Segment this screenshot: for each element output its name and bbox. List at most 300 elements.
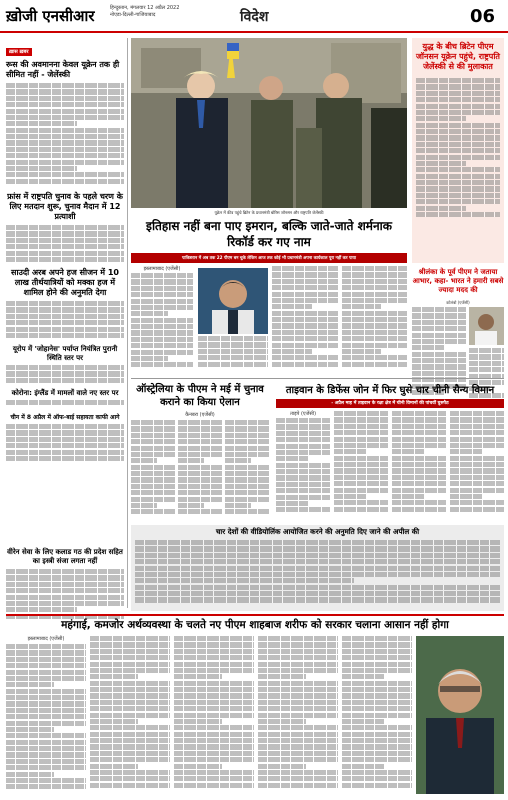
text-line (90, 642, 170, 647)
text-line (392, 481, 446, 486)
text-line (258, 700, 338, 705)
johnson-body (416, 78, 500, 223)
text-line (342, 317, 407, 322)
column-divider (127, 38, 128, 608)
text-line (450, 475, 504, 480)
edition-city: नोएडा-दिल्ली-गाजियाबाद (110, 12, 156, 18)
text-line (6, 89, 124, 94)
text-line (135, 566, 500, 571)
text-line (342, 776, 412, 781)
johnson-story (412, 38, 504, 263)
text-line (178, 484, 222, 489)
text-line (225, 490, 269, 495)
text-line (342, 662, 412, 667)
text-line (174, 662, 254, 667)
australia-byline: कैनबरा (एजेंसी) (185, 412, 215, 418)
text-line (342, 674, 384, 679)
text-line (342, 343, 407, 348)
text-line (90, 681, 170, 686)
text-line (334, 500, 388, 505)
text-line (6, 778, 86, 783)
text-line (342, 349, 381, 354)
text-line (6, 650, 86, 655)
street-scene-image (131, 38, 407, 208)
taiwan-body (276, 411, 504, 520)
text-line (90, 687, 170, 692)
text-line (6, 759, 86, 764)
edition-info (110, 5, 179, 19)
text-line (450, 437, 504, 442)
text-line (90, 636, 170, 641)
text-line (342, 304, 381, 309)
text-line (334, 475, 388, 480)
text-line (131, 337, 193, 342)
srilanka-pm-photo (469, 307, 504, 345)
text-line (90, 700, 170, 705)
text-line (416, 97, 500, 102)
johnson-zelensky-photo (131, 38, 407, 208)
text-line (416, 180, 500, 185)
text-line (342, 292, 407, 297)
text-line (6, 147, 124, 152)
text-line (416, 110, 500, 115)
text-line (258, 757, 338, 762)
text-line (174, 649, 254, 654)
left-headline-3: साउदी अरब अपने हज सीजन में 10 लाख तीर्थयात्रियों को मक्का हज में शामिल होने की अनुमति देगा (11, 268, 119, 297)
text-line (174, 719, 222, 724)
bottom-col3 (174, 636, 254, 794)
australia-col3 (225, 420, 269, 520)
imran-khan-photo (198, 268, 268, 334)
text-line (131, 497, 175, 502)
text-line (131, 452, 175, 457)
text-line (6, 676, 86, 681)
shahbaz-sharif-photo (416, 636, 504, 794)
text-line (334, 430, 388, 435)
text-line (6, 179, 124, 184)
text-line (272, 330, 338, 335)
text-line (6, 456, 124, 461)
text-line (392, 462, 446, 467)
text-line (342, 764, 384, 769)
text-line (6, 695, 86, 700)
text-line (178, 439, 222, 444)
text-line (174, 725, 254, 730)
text-line (6, 714, 86, 719)
taiwan-subhead: - अप्रैल माह में ताइवान के रक्षा क्षेत्र में चीनी विमानों की पांचवीं घुसपैठ (276, 399, 504, 408)
bottom-story (6, 636, 504, 796)
text-line (6, 430, 124, 435)
text-line (174, 744, 254, 749)
text-line (198, 349, 268, 354)
text-line (174, 642, 254, 647)
text-line (198, 355, 268, 360)
text-line (131, 503, 157, 508)
text-line (276, 450, 330, 455)
text-line (178, 446, 222, 451)
bottom-headline: महंगाई, कमजोर अर्थव्यवस्था के चलते नए पीएम शाहबाज शरीफ को सरकार चलाना आसान नहीं होगा (61, 619, 449, 631)
text-line (90, 732, 170, 737)
text-line (334, 443, 388, 448)
text-line (225, 458, 251, 463)
text-line (258, 681, 338, 686)
text-line (135, 559, 500, 564)
text-line (258, 738, 338, 743)
text-line (342, 744, 412, 749)
text-line (174, 706, 254, 711)
text-line (131, 343, 193, 348)
imran-byline: इस्लामाबाद (एजेंसी) (143, 266, 181, 272)
text-line (272, 336, 338, 341)
text-line (6, 689, 86, 694)
text-line (469, 361, 504, 366)
left-headline-6: चीन में 8 अप्रैल में ऑफ-बाई सहायता काफी आगे (10, 414, 120, 421)
text-line (469, 354, 504, 359)
text-line (342, 285, 407, 290)
text-line (6, 708, 86, 713)
text-line (6, 109, 124, 114)
section-title: विदेश (240, 9, 269, 25)
section-tag: ख़ास ख़बर (6, 48, 32, 56)
text-line (225, 446, 269, 451)
text-line (450, 424, 504, 429)
text-line (334, 488, 388, 493)
text-line (131, 484, 175, 489)
text-line (342, 636, 412, 641)
text-line (416, 206, 466, 211)
text-line (342, 706, 412, 711)
text-line (174, 776, 254, 781)
text-line (392, 437, 446, 442)
text-line (174, 687, 254, 692)
imran-body-col1 (131, 273, 193, 373)
text-line (135, 578, 354, 583)
text-line (135, 585, 500, 590)
text-line (131, 330, 193, 335)
text-line (334, 411, 388, 416)
text-line (412, 333, 466, 338)
text-line (450, 417, 504, 422)
text-line (6, 752, 86, 757)
text-line (6, 225, 124, 230)
shahbaz-portrait-image (416, 636, 504, 794)
text-line (342, 279, 407, 284)
text-line (6, 784, 86, 789)
text-line (174, 700, 254, 705)
text-line (412, 352, 466, 357)
text-line (6, 657, 86, 662)
left-body-2 (6, 225, 124, 265)
text-line (135, 572, 500, 577)
text-line (392, 507, 446, 512)
text-line (6, 670, 86, 675)
text-line (174, 783, 254, 788)
treaty-box (131, 525, 504, 611)
text-line (342, 770, 412, 775)
text-line (6, 83, 124, 88)
text-line (272, 285, 338, 290)
text-line (131, 426, 175, 431)
text-line (6, 400, 124, 405)
text-line (412, 320, 466, 325)
text-line (334, 449, 366, 454)
text-line (450, 468, 504, 473)
text-line (272, 298, 338, 303)
imran-headline: इतिहास नहीं बना पाए इमरान, बल्कि जाते-जाते शर्मनाक रिकॉर्ड कर गए नाम (146, 219, 392, 249)
newspaper-logo: ख़ोजी एनसीआर (6, 7, 95, 25)
text-line (342, 266, 407, 271)
text-line (6, 96, 124, 101)
text-line (416, 161, 466, 166)
text-line (135, 540, 500, 545)
text-line (225, 509, 269, 514)
text-line (6, 582, 124, 587)
text-line (135, 553, 500, 558)
text-line (225, 484, 269, 489)
text-line (131, 279, 193, 284)
text-line (6, 257, 124, 262)
text-line (90, 668, 170, 673)
text-line (225, 477, 269, 482)
text-line (178, 426, 222, 431)
text-line (342, 725, 412, 730)
text-line (90, 725, 170, 730)
text-line (225, 426, 269, 431)
left-column (6, 38, 124, 538)
text-line (6, 314, 124, 319)
text-line (178, 452, 222, 457)
taiwan-byline: ताइपे (एजेंसी) (289, 411, 317, 417)
text-line (392, 424, 446, 429)
text-line (334, 424, 388, 429)
text-line (392, 475, 446, 480)
text-line (6, 746, 86, 751)
taiwan-col4 (450, 411, 504, 518)
text-line (450, 411, 504, 416)
text-line (392, 494, 424, 499)
imran-subhead: पाकिस्तान में अब तक 22 पीएम बन चुके लेकिन आज तक कोई भी प्रधानमंत्री अपना कार्यकाल पूरा नहीं कर पाया (131, 253, 407, 263)
text-line (342, 330, 407, 335)
text-line (131, 273, 193, 278)
text-line (258, 674, 306, 679)
text-line (272, 266, 338, 271)
text-line (334, 468, 388, 473)
text-line (131, 292, 193, 297)
text-line (258, 668, 338, 673)
text-line (276, 456, 308, 461)
text-line (450, 456, 504, 461)
text-line (258, 776, 338, 781)
left-headline-5: कोरोना: इंग्लैंड में मामलों वाले नए स्तर पर (11, 389, 119, 397)
edition-date: हिन्दुस्तान, मंगलवार 12 अप्रैल 2022 (110, 5, 180, 11)
text-line (225, 452, 269, 457)
text-line (6, 588, 124, 593)
text-line (6, 134, 124, 139)
text-line (412, 339, 466, 344)
text-line (178, 509, 222, 514)
text-line (6, 153, 124, 158)
text-line (131, 471, 175, 476)
text-line (334, 507, 388, 512)
text-line (258, 732, 338, 737)
text-line (416, 186, 500, 191)
text-line (272, 349, 312, 354)
text-line (225, 465, 269, 470)
text-line (178, 497, 222, 502)
text-line (342, 693, 412, 698)
text-line (416, 174, 500, 179)
text-line (6, 682, 54, 687)
text-line (6, 772, 54, 777)
left-headline-2: फ्रांस में राष्ट्रपति चुनाव के पहले चरण के लिए मतदान शुरू, चुनाव मैदान में 12 प्रत्याशी (7, 192, 123, 221)
text-line (90, 693, 170, 698)
taiwan-headline: ताइवान के डिफेंस जोन में फिर घुसे चार चीनी सैन्य विमान (285, 385, 495, 396)
text-line (258, 655, 338, 660)
text-line (342, 323, 407, 328)
text-line (416, 135, 500, 140)
text-line (174, 764, 222, 769)
text-line (342, 751, 412, 756)
text-line (276, 501, 308, 506)
text-line (276, 437, 330, 442)
bottom-col4 (258, 636, 338, 794)
text-line (416, 199, 500, 204)
text-line (131, 509, 175, 514)
bottom-rule (6, 614, 504, 616)
bottom-col1 (6, 644, 86, 794)
text-line (469, 367, 504, 372)
australia-col2 (178, 420, 222, 520)
text-line (90, 764, 138, 769)
text-line (6, 160, 124, 165)
text-line (258, 764, 306, 769)
text-line (258, 662, 338, 667)
text-line (342, 642, 412, 647)
text-line (258, 642, 338, 647)
text-line (334, 481, 388, 486)
text-line (174, 713, 254, 718)
photo-caption: यूक्रेन में कीव पहुंचे ब्रिटेन के प्रधानमंत्री बोरिस जॉनसन और राष्ट्रपति जेलेंस्की (214, 210, 324, 215)
text-line (6, 121, 77, 126)
text-line (276, 418, 330, 423)
text-line (90, 674, 138, 679)
text-line (90, 706, 170, 711)
text-line (258, 687, 338, 692)
text-line (6, 437, 124, 442)
left-headline-7: वीरेन सेवा के लिए कलाड गठ की प्रदेश सहित का इस्त्री संजा लगता नहीं (7, 548, 123, 565)
text-line (412, 313, 466, 318)
text-line (6, 701, 86, 706)
text-line (90, 783, 170, 788)
text-line (6, 365, 124, 370)
text-line (225, 433, 269, 438)
text-line (131, 311, 168, 316)
text-line (272, 279, 338, 284)
text-line (334, 417, 388, 422)
imran-body-col2 (198, 336, 268, 372)
text-line (174, 738, 254, 743)
text-line (342, 757, 412, 762)
bottom-col5 (342, 636, 412, 794)
text-line (174, 681, 254, 686)
text-line (334, 456, 388, 461)
row-divider (131, 378, 504, 379)
text-line (6, 595, 124, 600)
srilanka-pm-portrait-image (469, 307, 504, 345)
text-line (272, 272, 338, 277)
text-line (392, 456, 446, 461)
text-line (450, 488, 504, 493)
text-line (131, 299, 193, 304)
srilanka-byline: कोलंबो (एजेंसी) (446, 300, 470, 305)
text-line (342, 738, 412, 743)
text-line (450, 443, 504, 448)
text-line (6, 251, 124, 256)
text-line (6, 443, 124, 448)
imran-body-col3 (272, 266, 338, 372)
text-line (90, 713, 170, 718)
text-line (131, 465, 175, 470)
text-line (225, 439, 269, 444)
text-line (416, 142, 500, 147)
text-line (272, 362, 338, 367)
text-line (416, 155, 500, 160)
text-line (6, 765, 86, 770)
text-line (131, 324, 193, 329)
text-line (90, 744, 170, 749)
text-line (412, 307, 466, 312)
text-line (392, 443, 446, 448)
text-line (6, 115, 124, 120)
text-line (392, 417, 446, 422)
text-line (258, 649, 338, 654)
text-line (6, 301, 124, 306)
text-line (178, 420, 222, 425)
text-line (276, 482, 330, 487)
text-line (6, 378, 124, 383)
imran-body-col4 (342, 266, 407, 372)
text-line (342, 298, 407, 303)
text-line (131, 433, 175, 438)
text-line (392, 468, 446, 473)
text-line (392, 430, 446, 435)
text-line (174, 770, 254, 775)
text-line (174, 693, 254, 698)
text-line (6, 644, 86, 649)
text-line (412, 358, 466, 363)
text-line (131, 490, 175, 495)
australia-headline: ऑस्ट्रेलिया के पीएम ने मई में चुनाव कराने का किया ऐलान (136, 384, 264, 408)
text-line (131, 286, 193, 291)
text-line (392, 500, 446, 505)
text-line (272, 323, 338, 328)
text-line (225, 497, 269, 502)
text-line (6, 244, 124, 249)
text-line (225, 503, 251, 508)
left-body-7 (6, 569, 124, 625)
text-line (276, 431, 330, 436)
text-line (416, 193, 500, 198)
text-line (416, 78, 500, 83)
text-line (225, 420, 269, 425)
text-line (131, 420, 175, 425)
text-line (392, 449, 424, 454)
text-line (276, 495, 330, 500)
text-line (450, 494, 482, 499)
text-line (450, 462, 504, 467)
text-line (178, 477, 222, 482)
text-line (272, 355, 338, 360)
